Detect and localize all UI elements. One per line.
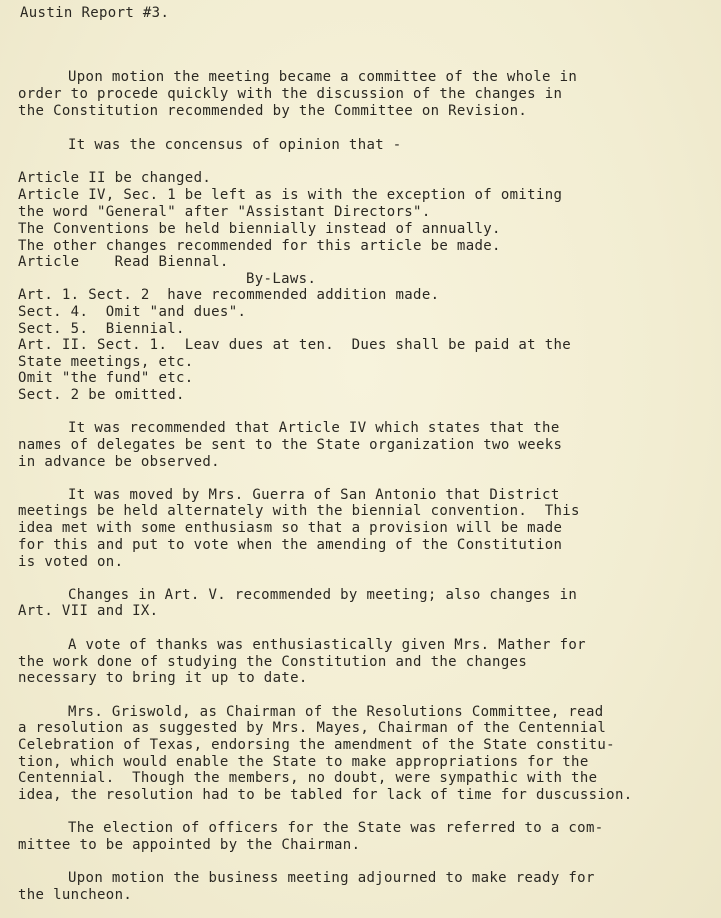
- text-line: mittee to be appointed by the Chairman.: [18, 837, 361, 853]
- text-line: idea, the resolution had to be tabled for lack of time for duscussion.: [18, 787, 633, 803]
- text-line: Mrs. Griswold, as Chairman of the Resolutions Committee, read: [68, 704, 604, 720]
- text-line: It was recommended that Article IV which states that the: [68, 420, 560, 436]
- text-line: the word "General" after "Assistant Directors".: [18, 204, 431, 220]
- text-line: a resolution as suggested by Mrs. Mayes, Chairman of the Centennial: [18, 720, 607, 736]
- text-line: idea met with some enthusiasm so that a provision will be made: [18, 520, 563, 536]
- text-line: Art. VII and IX.: [18, 603, 159, 619]
- text-line: The other changes recommended for this article be made.: [18, 238, 501, 254]
- text-line: Celebration of Texas, endorsing the amendment of the State constitu-: [18, 737, 615, 753]
- text-line: Centennial. Though the members, no doubt, were sympathic with the: [18, 770, 598, 786]
- text-line: names of delegates be sent to the State organization two weeks: [18, 437, 563, 453]
- text-line: Art. 1. Sect. 2 have recommended addition made.: [18, 287, 440, 303]
- text-line: Changes in Art. V. recommended by meeting; also changes in: [68, 587, 578, 603]
- text-line: the work done of studying the Constitution and the changes: [18, 654, 528, 670]
- text-line: Sect. 2 be omitted.: [18, 387, 185, 403]
- text-line: meetings be held alternately with the biennial convention. This: [18, 503, 580, 519]
- text-line: tion, which would enable the State to make appropriations for the: [18, 754, 589, 770]
- report-heading: Austin Report #3.: [20, 5, 170, 21]
- text-line: is voted on.: [18, 554, 124, 570]
- text-line: State meetings, etc.: [18, 354, 194, 370]
- text-line: the Constitution recommended by the Committee on Revision.: [18, 103, 528, 119]
- text-line: Sect. 4. Omit "and dues".: [18, 304, 247, 320]
- text-line: in advance be observed.: [18, 454, 220, 470]
- text-line: The election of officers for the State was referred to a com-: [68, 820, 604, 836]
- text-line: the luncheon.: [18, 887, 133, 903]
- text-line: Article II be changed.: [18, 170, 212, 186]
- text-line: It was moved by Mrs. Guerra of San Antonio that District: [68, 487, 560, 503]
- bylaws-heading: By-Laws.: [246, 271, 317, 287]
- text-line: Article IV, Sec. 1 be left as is with the exception of omiting: [18, 187, 563, 203]
- text-line: for this and put to vote when the amending of the Constitution: [18, 537, 563, 553]
- text-line: The Conventions be held biennially instead of annually.: [18, 221, 501, 237]
- text-line: Upon motion the business meeting adjourned to make ready for: [68, 870, 595, 886]
- text-line: Sect. 5. Biennial.: [18, 321, 185, 337]
- text-line: Article Read Biennal.: [18, 254, 229, 270]
- text-line: It was the concensus of opinion that -: [68, 137, 402, 153]
- text-line: order to procede quickly with the discussion of the changes in: [18, 86, 563, 102]
- text-line: necessary to bring it up to date.: [18, 670, 308, 686]
- text-line: A vote of thanks was enthusiastically given Mrs. Mather for: [68, 637, 586, 653]
- text-line: Omit "the fund" etc.: [18, 370, 194, 386]
- text-line: Art. II. Sect. 1. Leav dues at ten. Dues shall be paid at the: [18, 337, 572, 353]
- text-line: Upon motion the meeting became a committee of the whole in: [68, 69, 578, 85]
